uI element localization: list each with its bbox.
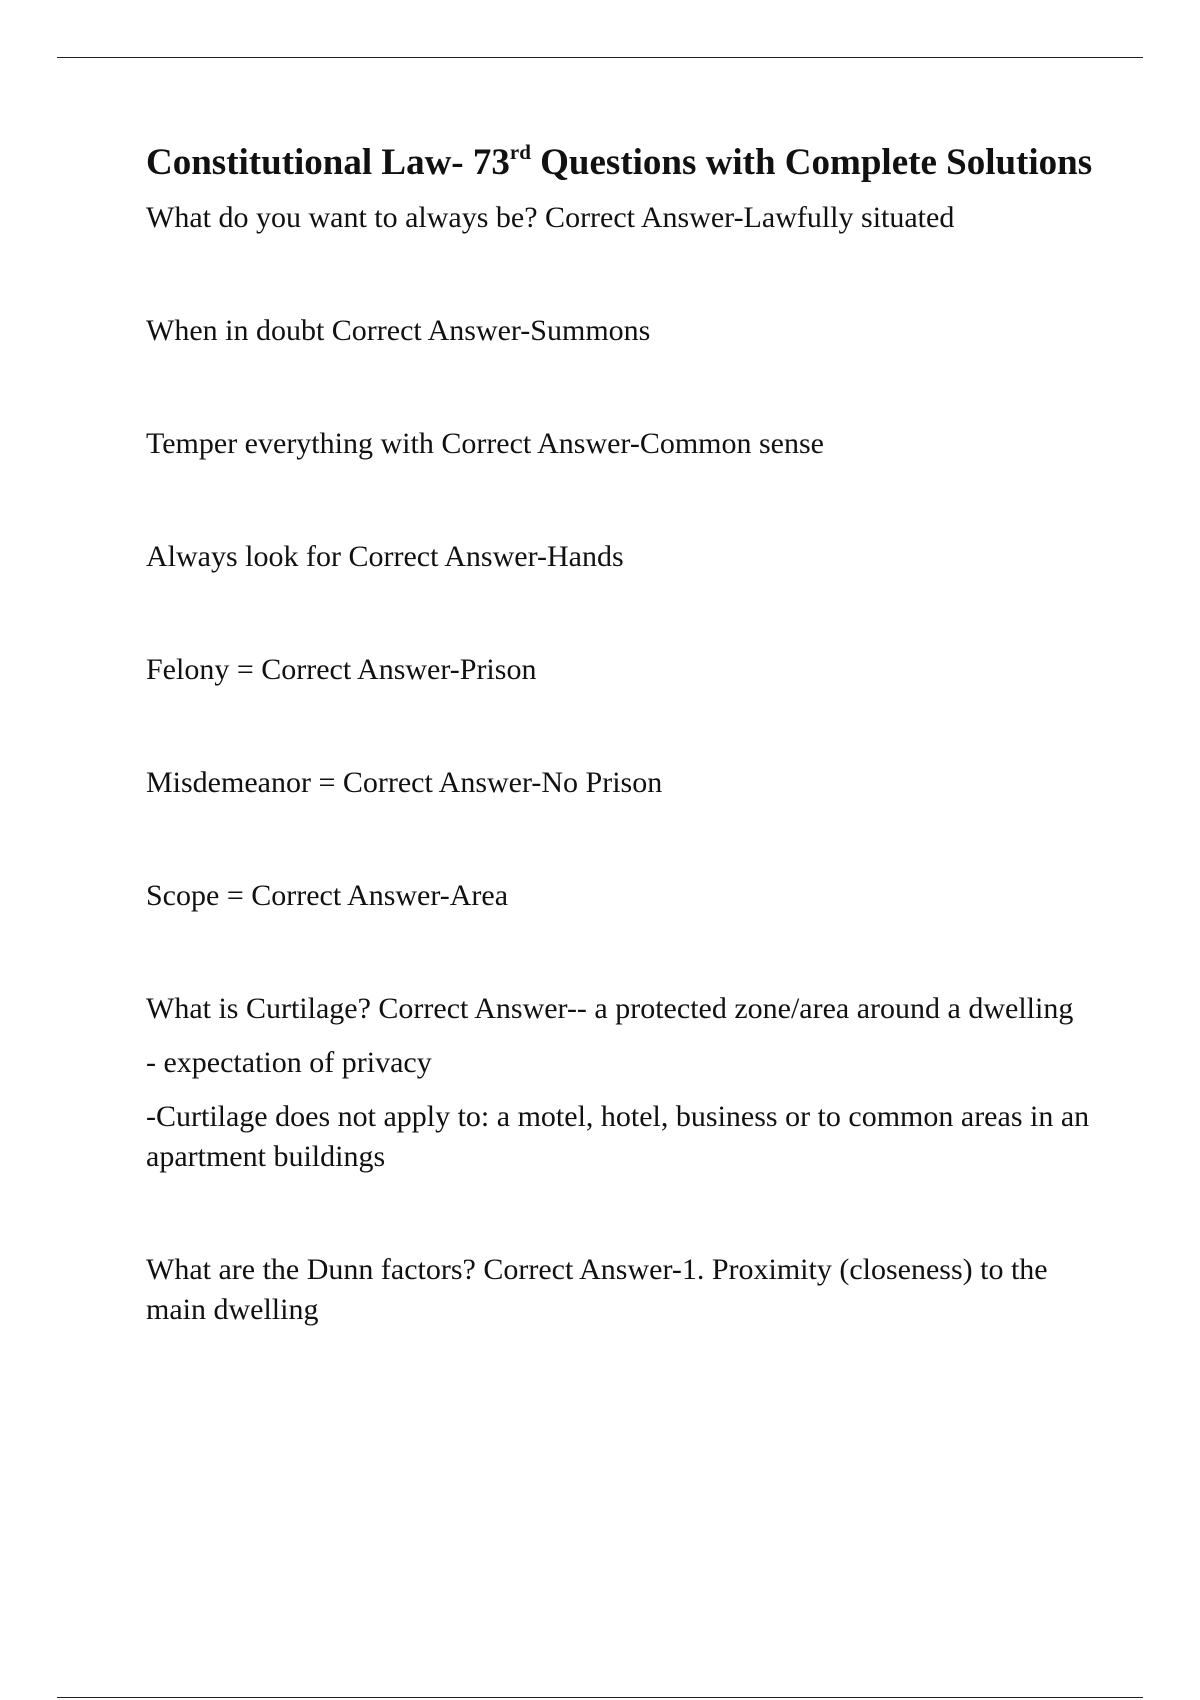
qa-entry: Always look for Correct Answer-Hands	[146, 540, 624, 573]
qa-entry: Temper everything with Correct Answer-Common sense	[146, 427, 824, 460]
qa-entry: What do you want to always be? Correct Answer-Lawfully situated	[146, 201, 955, 234]
title-text: Constitutional Law- 73	[146, 142, 510, 183]
qa-entry-dunn: What are the Dunn factors? Correct Answer-1. Proximity (closeness) to the main dwelling	[146, 1253, 1048, 1326]
qa-entry-curtilage: What is Curtilage? Correct Answer-- a protected zone/area around a dwelling	[146, 992, 1074, 1025]
qa-entry: Scope = Correct Answer-Area	[146, 879, 509, 912]
document-title	[146, 138, 1106, 188]
title-superscript: rd	[509, 140, 531, 164]
qa-entry: When in doubt Correct Answer-Summons	[146, 314, 651, 347]
bottom-rule	[57, 1697, 1143, 1698]
qa-entry: Felony = Correct Answer-Prison	[146, 653, 537, 686]
document-body	[146, 138, 1106, 1330]
qa-entry: Misdemeanor = Correct Answer-No Prison	[146, 766, 663, 799]
title-text-rest: Questions with Complete Solutions	[530, 142, 1093, 183]
top-rule	[57, 57, 1143, 58]
curtilage-point: -Curtilage does not apply to: a motel, hotel, business or to common areas in an apartment buildings	[146, 1100, 1090, 1173]
curtilage-point: - expectation of privacy	[146, 1046, 432, 1079]
